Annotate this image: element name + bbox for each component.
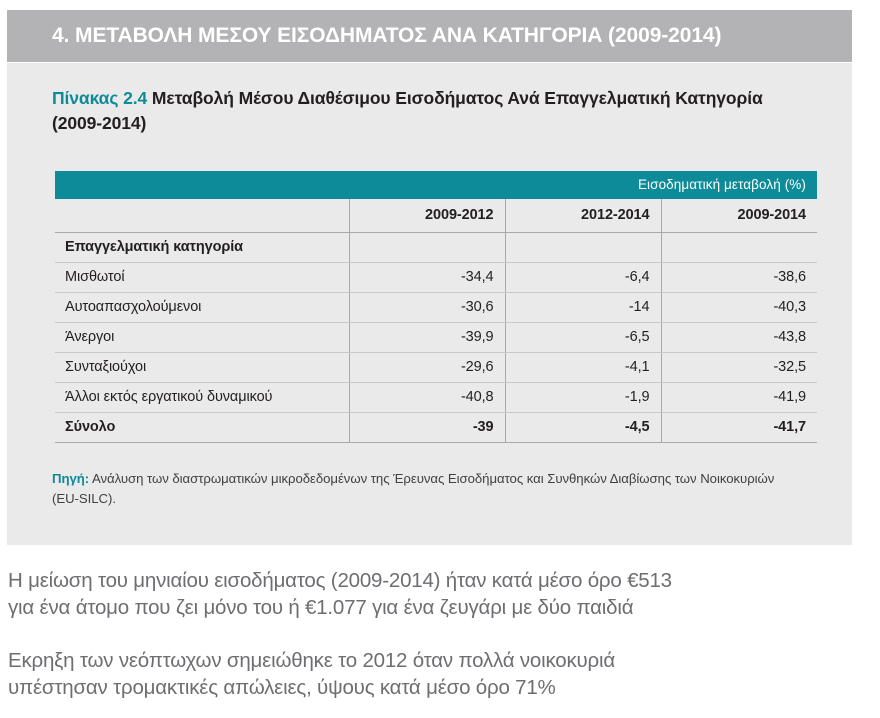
table-row (55, 383, 817, 413)
table-row (55, 293, 817, 323)
row-label: Μισθωτοί (55, 263, 349, 293)
figure-panel (7, 63, 852, 545)
row-label: Αυτοαπασχολούμενοι (55, 293, 349, 323)
row-label-total: Σύνολο (55, 413, 349, 443)
table-total-row (55, 413, 817, 443)
row-value-total: -39 (349, 413, 505, 443)
row-label-group: Επαγγελματική κατηγορία (55, 233, 349, 263)
income-change-table (55, 171, 817, 443)
slide-title-bar (7, 10, 852, 62)
row-label: Άλλοι εκτός εργατικού δυναμικού (55, 383, 349, 413)
table-banner-row (55, 171, 817, 199)
table-header-2009-2012: 2009-2012 (349, 199, 505, 233)
row-label: Συνταξιούχοι (55, 353, 349, 383)
table-row (55, 263, 817, 293)
source-note (52, 469, 792, 509)
table-caption (52, 86, 797, 136)
row-value-empty-2 (505, 233, 661, 263)
table-banner-label: Εισοδηματική μεταβολή (%) (55, 171, 817, 199)
table-header-row (55, 199, 817, 233)
table-row (55, 353, 817, 383)
row-value: -29,6 (349, 353, 505, 383)
row-value-total: -4,5 (505, 413, 661, 443)
row-value: -40,3 (661, 293, 817, 323)
table-header-2012-2014: 2012-2014 (505, 199, 661, 233)
row-value-empty-3 (661, 233, 817, 263)
body-paragraph-1 (8, 567, 880, 621)
table-header-2009-2014: 2009-2014 (661, 199, 817, 233)
body-paragraph-2-line-2: υπέστησαν τρομακτικές απώλειες, ύψους κατά μέσο όρο 71% (8, 676, 556, 700)
row-value: -43,8 (661, 323, 817, 353)
source-label: Πηγή: (52, 471, 90, 486)
row-value: -4,1 (505, 353, 661, 383)
row-value-total: -41,7 (661, 413, 817, 443)
row-value: -32,5 (661, 353, 817, 383)
row-value: -38,6 (661, 263, 817, 293)
row-label: Άνεργοι (55, 323, 349, 353)
source-text: Ανάλυση των διαστρωματικών μικροδεδομένων της Έρευνας Εισοδήματος και Συνθηκών Διαβίωσης των Νοικοκυριών (EU-SILC). (52, 471, 775, 506)
body-paragraph-2 (8, 647, 880, 701)
row-value: -39,9 (349, 323, 505, 353)
table-caption-text: Μεταβολή Μέσου Διαθέσιμου Εισοδήματος Ανά Επαγγελματική Κατηγορία (2009-2014) (52, 88, 763, 133)
row-value: -34,4 (349, 263, 505, 293)
slide-title: 4. ΜΕΤΑΒΟΛΗ ΜΕΣΟΥ ΕΙΣΟΔΗΜΑΤΟΣ ΑΝΑ ΚΑΤΗΓΟΡΙΑ (2009-2014) (52, 24, 722, 47)
body-paragraph-1-line-2: για ένα άτομο που ζει μόνο του ή €1.077 για ένα ζευγάρι με δύο παιδιά (8, 596, 634, 620)
table-row (55, 323, 817, 353)
body-paragraph-1-line-1: Η μείωση του μηνιαίου εισοδήματος (2009-2014) ήταν κατά μέσο όρο €513 (8, 569, 672, 592)
table-row (55, 233, 817, 263)
row-value: -14 (505, 293, 661, 323)
row-value: -30,6 (349, 293, 505, 323)
row-value: -41,9 (661, 383, 817, 413)
table-caption-number: Πίνακας 2.4 (52, 88, 148, 108)
row-value-empty-1 (349, 233, 505, 263)
row-value: -6,4 (505, 263, 661, 293)
table-header-label-column (55, 199, 349, 233)
row-value: -6,5 (505, 323, 661, 353)
income-change-table-wrapper (55, 171, 817, 443)
row-value: -1,9 (505, 383, 661, 413)
row-value: -40,8 (349, 383, 505, 413)
body-paragraph-2-line-1: Εκρηξη των νεόπτωχων σημειώθηκε το 2012 όταν πολλά νοικοκυριά (8, 649, 615, 672)
